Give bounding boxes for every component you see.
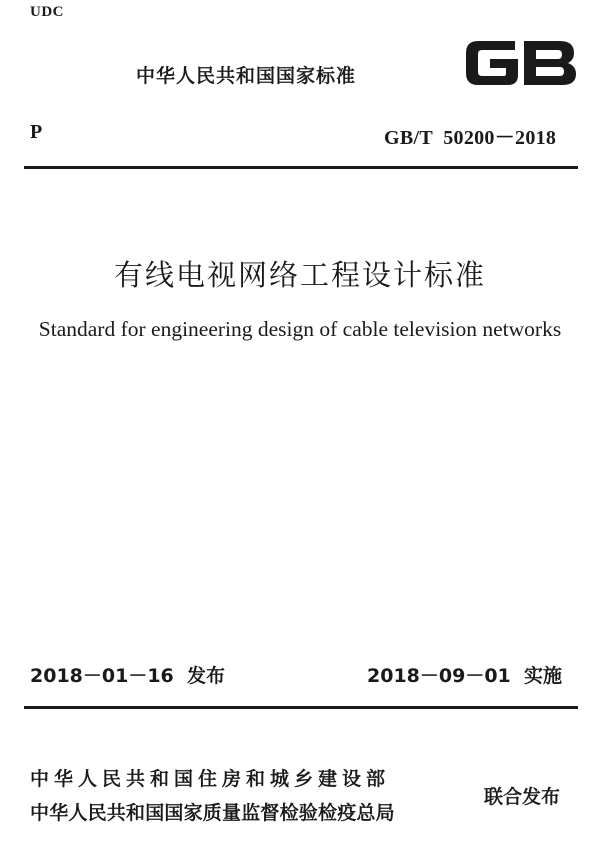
gb-logo-g (466, 41, 518, 85)
joint-release-label: 联合发布 (484, 786, 561, 808)
standard-number: GB/T 50200－2018 (384, 127, 557, 149)
publisher-aqsiq: 中华人民共和国国家质量监督检验检疫总局 (30, 802, 395, 824)
title-english: Standard for engineering design of cable television networks (38, 317, 562, 341)
issue-date: 2018－01－16 发布 (30, 665, 225, 687)
classification-code: P (30, 121, 43, 143)
udc-label: UDC (30, 4, 64, 20)
implementation-date: 2018－09－01 实施 (367, 665, 562, 687)
bottom-divider (24, 706, 578, 709)
gb-logo (462, 33, 580, 93)
gb-logo-b (524, 41, 576, 85)
national-standard-label: 中华人民共和国国家标准 (136, 65, 357, 87)
title-chinese: 有线电视网络工程设计标准 (113, 258, 486, 292)
top-divider (24, 166, 578, 169)
publisher-ministry: 中华人民共和国住房和城乡建设部 (30, 768, 391, 790)
